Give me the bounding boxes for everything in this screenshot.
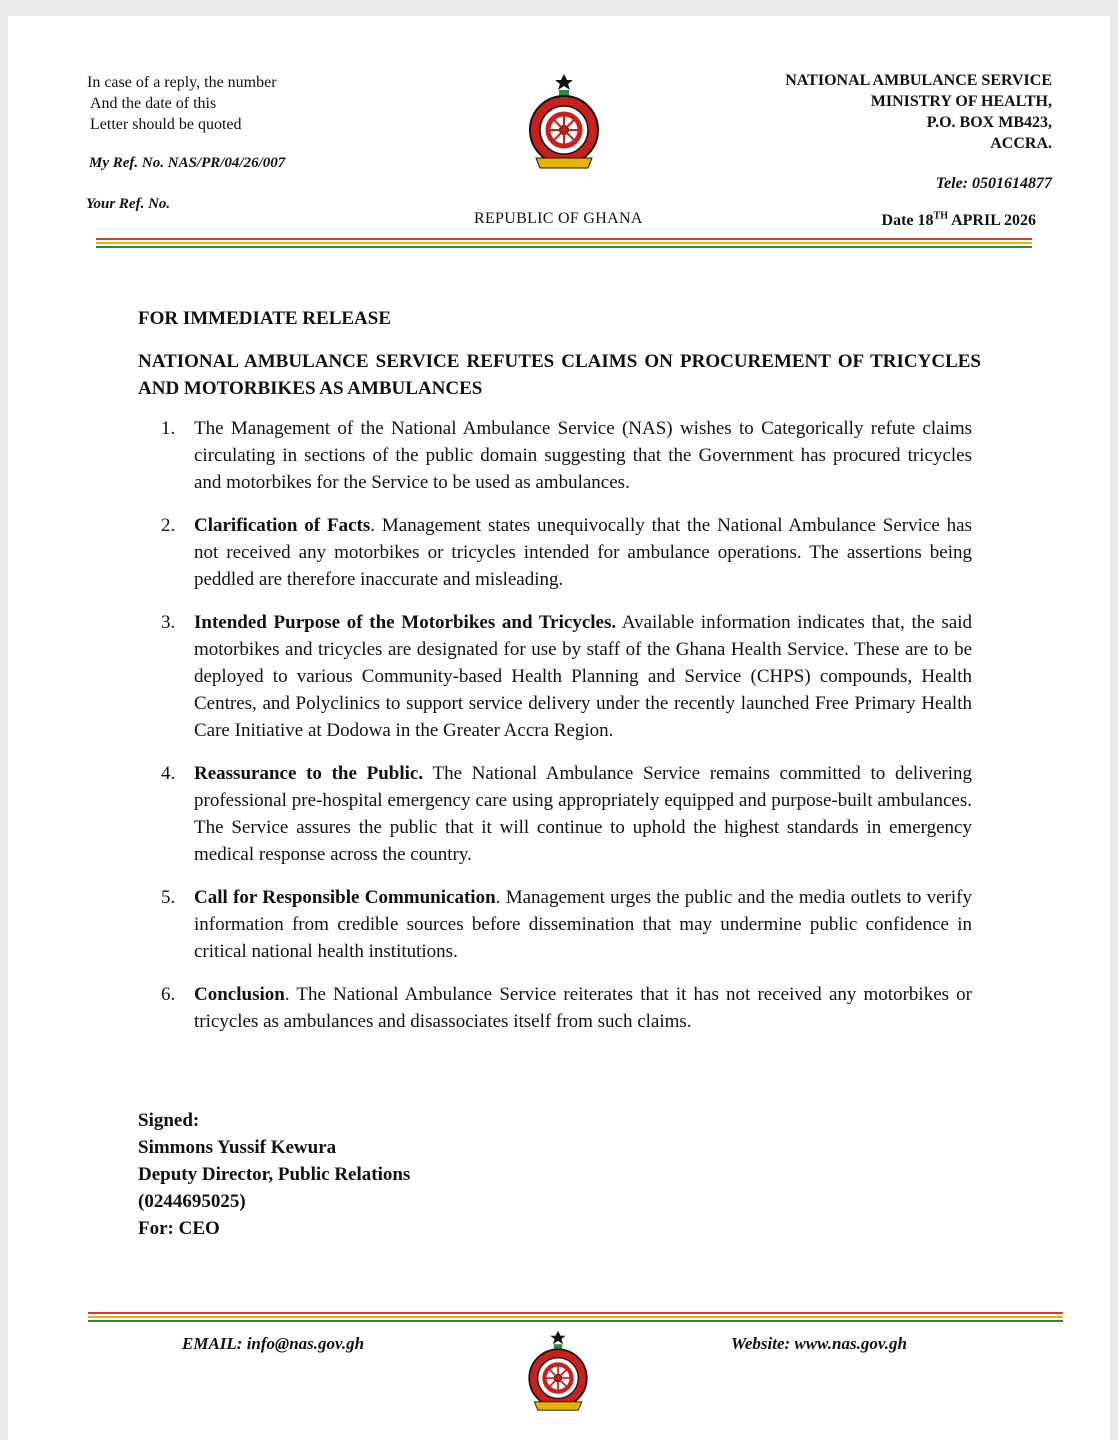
point-text: . The National Ambulance Service reiterates that it has not received any motorbikes or tricycles as ambulances and disassociates itself from such claims. bbox=[194, 984, 972, 1032]
organization-address bbox=[672, 70, 1052, 154]
emblem-icon bbox=[522, 72, 606, 176]
telephone-number: Tele: 0501614877 bbox=[935, 175, 1052, 192]
reply-note-line: And the date of this bbox=[90, 95, 217, 112]
nas-emblem-footer bbox=[516, 1329, 600, 1417]
point-heading: Intended Purpose of the Motorbikes and Tricycles. bbox=[194, 612, 617, 633]
point-number: 5. bbox=[161, 887, 176, 908]
address-line: MINISTRY OF HEALTH, bbox=[870, 93, 1052, 110]
statement-points bbox=[140, 415, 972, 1051]
signatory-for: For: CEO bbox=[138, 1218, 220, 1239]
republic-label: REPUBLIC OF GHANA bbox=[474, 210, 643, 227]
point-item bbox=[140, 884, 972, 965]
point-item bbox=[140, 981, 972, 1035]
press-release-title: NATIONAL AMBULANCE SERVICE REFUTES CLAIMS ON PROCUREMENT OF TRICYCLES AND MOTORBIKES AS AMBULANCES bbox=[138, 351, 981, 399]
point-heading: Call for Responsible Communication bbox=[194, 887, 496, 908]
point-text: . Management urges the public and the media outlets to verify information from credible sources before dissemination that may undermine public confidence in critical national health institutions. bbox=[194, 887, 972, 962]
point-number: 3. bbox=[161, 612, 176, 633]
emblem-icon bbox=[516, 1329, 600, 1417]
reply-note bbox=[87, 72, 277, 135]
date-suffix-sup: TH bbox=[933, 210, 948, 222]
release-label: FOR IMMEDIATE RELEASE bbox=[138, 308, 392, 329]
point-item bbox=[140, 512, 972, 593]
footer-email: EMAIL: info@nas.gov.gh bbox=[182, 1334, 365, 1353]
point-text: Available information indicates that, the said motorbikes and tricycles are designated for use by staff of the Ghana Health Service. These are to be deployed to various Community-based Health Planning and Service (CHPS) compounds, Health Centres, and Polyclinics to support service delivery under the recently launched Free Primary Health Care Initiative at Dodowa in the Greater Accra Region. bbox=[194, 612, 972, 741]
point-item bbox=[140, 609, 972, 744]
letter-date bbox=[882, 212, 1036, 230]
address-line: ACCRA. bbox=[990, 135, 1052, 152]
reply-note-line: In case of a reply, the number bbox=[87, 74, 277, 91]
reply-note-line: Letter should be quoted bbox=[90, 116, 242, 133]
point-item bbox=[140, 415, 972, 496]
point-heading: Conclusion bbox=[194, 984, 285, 1005]
address-line: P.O. BOX MB423, bbox=[926, 114, 1052, 131]
point-text: The National Ambulance Service remains committed to delivering professional pre-hospital emergency care using appropriately equipped and purpose-built ambulances. The Service assures the public that it will continue to uphold the highest standards in emergency medical response across the country. bbox=[194, 763, 973, 865]
point-heading: Clarification of Facts bbox=[194, 515, 371, 536]
letter-page bbox=[8, 16, 1110, 1440]
your-ref-number: Your Ref. No. bbox=[86, 196, 171, 212]
nas-emblem-header bbox=[522, 72, 606, 176]
point-number: 4. bbox=[161, 763, 176, 784]
date-prefix: Date 18 bbox=[881, 212, 934, 229]
my-ref-number: My Ref. No. NAS/PR/04/26/007 bbox=[89, 155, 286, 171]
signature-block bbox=[138, 1107, 410, 1242]
signatory-phone: (0244695025) bbox=[138, 1191, 246, 1212]
point-number: 6. bbox=[161, 984, 176, 1005]
point-text: The Management of the National Ambulance Service (NAS) wishes to Categorically refute claims circulating in sections of the public domain suggesting that the Government has procured tricycles and motorbikes for the Service to be used as ambulances. bbox=[194, 418, 972, 493]
footer-divider bbox=[88, 1312, 1063, 1322]
signatory-name: Simmons Yussif Kewura bbox=[138, 1137, 337, 1158]
point-heading: Reassurance to the Public. bbox=[194, 763, 424, 784]
header-divider bbox=[96, 238, 1032, 248]
footer-website: Website: www.nas.gov.gh bbox=[731, 1334, 907, 1353]
point-number: 1. bbox=[161, 418, 176, 439]
point-text: . Management states unequivocally that the National Ambulance Service has not received any motorbikes or tricycles intended for ambulance operations. The assertions being peddled are therefore inaccurate and misleading. bbox=[194, 515, 972, 590]
date-month-year: APRIL 2026 bbox=[947, 212, 1036, 229]
address-line: NATIONAL AMBULANCE SERVICE bbox=[785, 72, 1052, 89]
point-item bbox=[140, 760, 972, 868]
signatory-position: Deputy Director, Public Relations bbox=[138, 1164, 411, 1185]
point-number: 2. bbox=[161, 515, 176, 536]
signed-label: Signed: bbox=[138, 1110, 200, 1131]
